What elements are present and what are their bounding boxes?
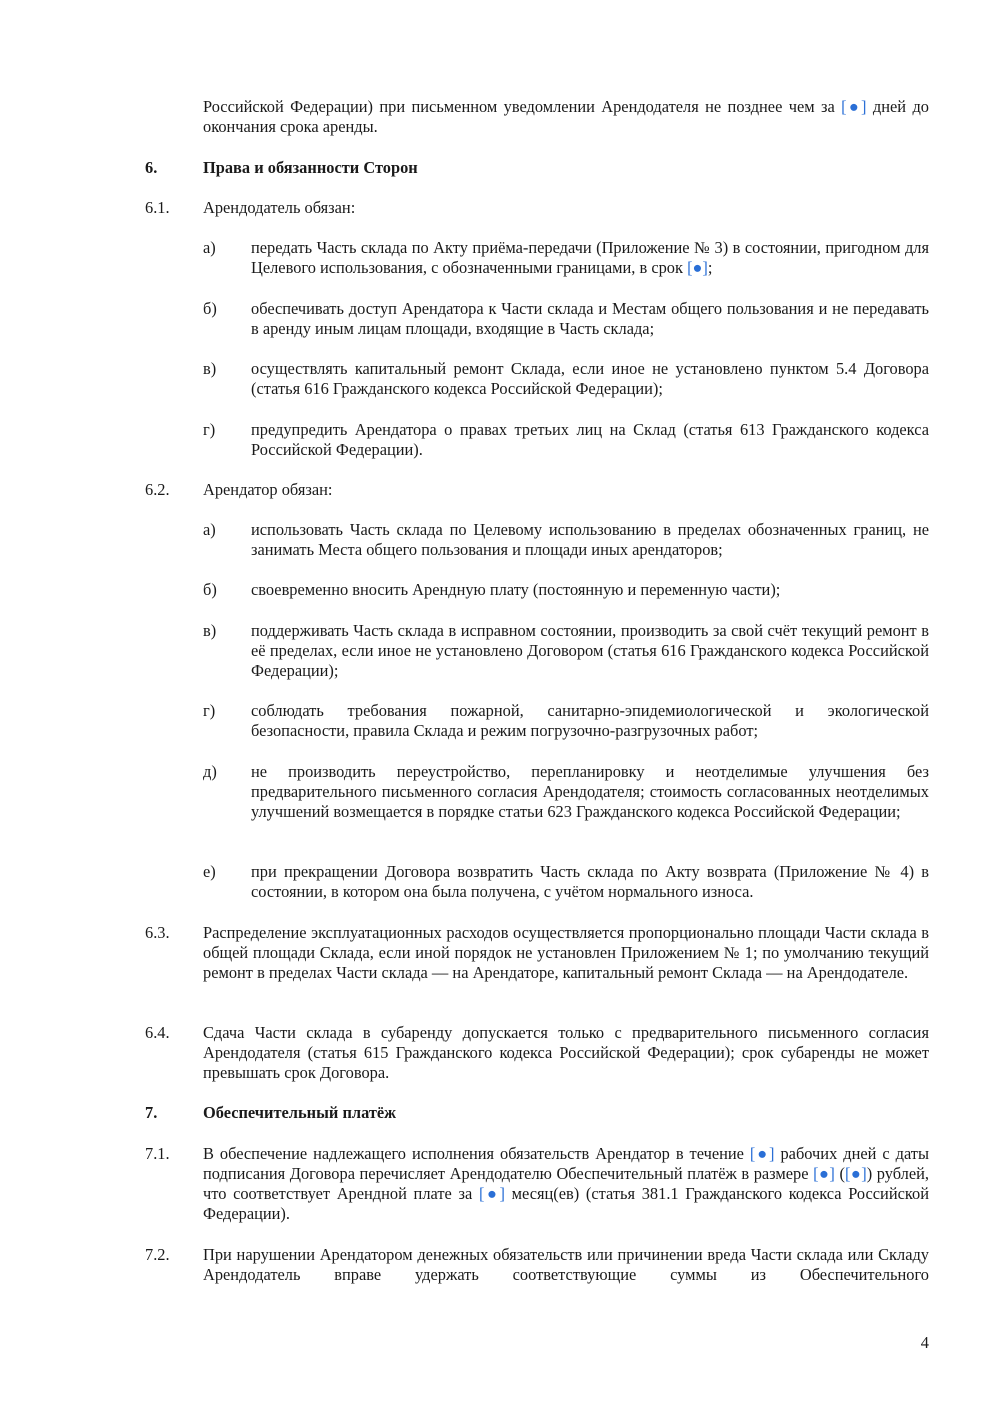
item-label: а) xyxy=(203,238,216,257)
clause-6-1-a-text: передать Часть склада по Акту приёма-передачи (Приложение № 3) в состоянии, пригодном для Целевого использования, с обозначенными границами, в срок [●]; xyxy=(251,238,929,277)
clause-6-1-b-text: обеспечивать доступ Арендатора к Части склада и Местам общего пользования и не передавать в аренду иным лицам площади, входящие в Часть склада; xyxy=(251,299,929,338)
clause-7-1-text: В обеспечение надлежащего исполнения обязательств Арендатор в течение [●] рабочих дней с даты подписания Договора перечисляет Арендодателю Обеспечительный платёж в размере [●] ([●]) рублей, что соответствует Арендной плате за [●] месяц(ев) (статья 381.1 Гражданского кодекса Российской Федерации). xyxy=(203,1144,929,1223)
clause-6-2-d-text: не производить переустройство, перепланировку и неотделимые улучшения без предварительного письменного согласия Арендодателя; стоимость согласованных неотделимых улучшений возмещается в порядке статьи 623 Гражданского кодекса Российской Федерации; xyxy=(251,762,929,821)
clause-6-2-e-text: при прекращении Договора возвратить Часть склада по Акту возврата (Приложение № 4) в состоянии, в котором она была получена, с учётом нормального износа. xyxy=(251,862,929,901)
section-6-title: Права и обязанности Сторон xyxy=(203,158,418,177)
section-6-number: 6. xyxy=(145,158,158,177)
clause-6-2-v-text: поддерживать Часть склада в исправном состоянии, производить за свой счёт текущий ремонт в её пределах, если иное не установлено Договором (статья 616 Гражданского кодекса Российской Федерации); xyxy=(251,621,929,680)
item-label: в) xyxy=(203,621,217,640)
clause-6-1-text: Арендодатель обязан: xyxy=(203,198,356,217)
clause-6-2-a-text: использовать Часть склада по Целевому использованию в пределах обозначенных границ, не занимать Места общего пользования и площади иных арендаторов; xyxy=(251,520,929,559)
item-label: е) xyxy=(203,862,216,881)
section-7-number: 7. xyxy=(145,1103,158,1122)
clause-6-2-number: 6.2. xyxy=(145,480,170,499)
placeholder-marker: [●] xyxy=(813,1164,835,1183)
item-label: б) xyxy=(203,299,217,318)
item-label: а) xyxy=(203,520,216,539)
intro-paragraph: Российской Федерации) при письменном уведомлении Арендодателя не позднее чем за [●] дней до окончания срока аренды. xyxy=(203,97,929,136)
clause-6-3-number: 6.3. xyxy=(145,923,170,942)
placeholder-marker: [●] xyxy=(687,258,708,277)
section-7-title: Обеспечительный платёж xyxy=(203,1103,397,1122)
item-label: б) xyxy=(203,580,217,599)
clause-6-1-v-text: осуществлять капитальный ремонт Склада, если иное не установлено пунктом 5.4 Договора (статья 616 Гражданского кодекса Российской Федерации); xyxy=(251,359,929,398)
clause-7-1-number: 7.1. xyxy=(145,1144,170,1163)
page-number: 4 xyxy=(920,1333,929,1352)
clause-6-3-text: Распределение эксплуатационных расходов осуществляется пропорционально площади Части склада в общей площади Склада, если иной порядок не установлен Приложением № 1; по умолчанию текущий ремонт в пределах Части склада — на Арендаторе, капитальный ремонт Склада — на Арендодателе. xyxy=(203,923,929,982)
placeholder-marker: [●] xyxy=(749,1144,775,1163)
item-label: г) xyxy=(203,420,216,439)
clause-6-2-g-text: соблюдать требования пожарной, санитарно-эпидемиологической и экологической безопасности, правила Склада и режим погрузочно-разгрузочных работ; xyxy=(251,701,929,740)
placeholder-marker: [●] xyxy=(844,1164,867,1183)
clause-7-2-number: 7.2. xyxy=(145,1245,170,1264)
clause-7-2-text: При нарушении Арендатором денежных обязательств или причинении вреда Части склада или Складу Арендодатель вправе удержать соответствующие суммы из Обеспечительного xyxy=(203,1245,929,1284)
item-label: в) xyxy=(203,359,217,378)
item-label: г) xyxy=(203,701,216,720)
clause-6-1-g-text: предупредить Арендатора о правах третьих лиц на Склад (статья 613 Гражданского кодекса Российской Федерации). xyxy=(251,420,929,459)
placeholder-marker: [●] xyxy=(478,1184,505,1203)
placeholder-marker: [●] xyxy=(841,97,867,116)
clause-6-2-text: Арендатор обязан: xyxy=(203,480,333,499)
clause-6-1-number: 6.1. xyxy=(145,198,170,217)
item-label: д) xyxy=(203,762,217,781)
clause-6-2-b-text: своевременно вносить Арендную плату (постоянную и переменную части); xyxy=(251,580,781,599)
clause-6-4-text: Сдача Части склада в субаренду допускается только с предварительного письменного согласия Арендодателя (статья 615 Гражданского кодекса Российской Федерации); срок субаренды не может превышать срок Договора. xyxy=(203,1023,929,1082)
clause-6-4-number: 6.4. xyxy=(145,1023,170,1042)
